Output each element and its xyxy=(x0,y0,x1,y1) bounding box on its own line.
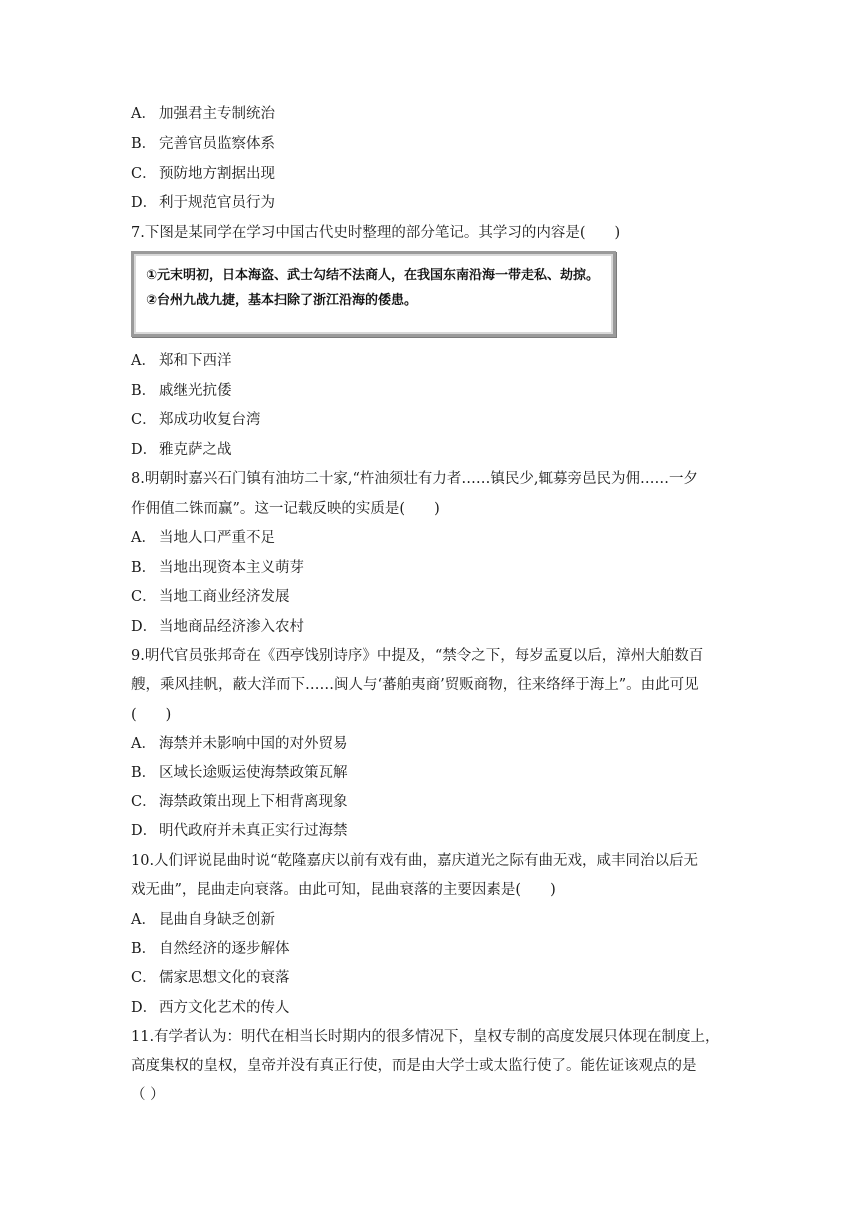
q7-option-b: B． 戚继光抗倭 xyxy=(131,383,232,399)
q7-stem: 7.下图是某同学在学习中国古代史时整理的部分笔记。其学习的内容是( ) xyxy=(131,225,621,241)
q10-option-d: D． 西方文化艺术的传人 xyxy=(131,1000,290,1016)
q8-stem-line-2: 作佣值二铢而赢”。这一记载反映的实质是( ) xyxy=(131,501,440,517)
q9-option-b: B． 区域长途贩运使海禁政策瓦解 xyxy=(131,765,348,781)
q11-stem-line-3: （ ） xyxy=(131,1087,165,1103)
q10-option-a: A． 昆曲自身缺乏创新 xyxy=(131,912,275,928)
q7-note-text: ①元末明初，日本海盗、武士勾结不法商人，在我国东南沿海一带走私、劫掠。②台州九战九捷，基本扫除了浙江沿海的倭患。 xyxy=(146,268,600,308)
q11-stem-line-2: 高度集权的皇权，皇帝并没有真正行使，而是由大学士或太监行使了。能佐证该观点的是 xyxy=(131,1058,697,1074)
q8-option-b: B． 当地出现资本主义萌芽 xyxy=(131,560,304,576)
q6-option-a: A． 加强君主专制统治 xyxy=(131,106,275,122)
q8-stem-line-1: 8.明朝时嘉兴石门镇有油坊二十家,“杵油须壮有力者……镇民少,辄募旁邑民为佣……一夕 xyxy=(131,471,698,487)
q10-stem-line-2: 戏无曲”，昆曲走向衰落。由此可知，昆曲衰落的主要因素是( ) xyxy=(131,882,556,898)
q7-note-image xyxy=(131,251,616,337)
q8-option-a: A． 当地人口严重不足 xyxy=(131,530,275,546)
q9-stem-line-2: 艘，乘风挂帆，蔽大洋而下……闽人与‘蕃舶夷商’贸贩商物，往来络绎于海上”。由此可见 xyxy=(131,677,699,693)
q10-option-c: C． 儒家思想文化的衰落 xyxy=(131,970,290,986)
q9-stem-line-1: 9.明代官员张邦奇在《西亭饯别诗序》中提及，“禁令之下，每岁孟夏以后，漳州大舶数百 xyxy=(131,648,704,664)
q9-stem-line-3: ( ) xyxy=(131,707,172,723)
q11-stem-line-1: 11.有学者认为：明代在相当长时期内的很多情况下，皇权专制的高度发展只体现在制度上， xyxy=(131,1029,720,1045)
q9-option-a: A． 海禁并未影响中国的对外贸易 xyxy=(131,736,348,752)
q6-option-d: D． 利于规范官员行为 xyxy=(131,195,275,211)
q7-option-a: A． 郑和下西洋 xyxy=(131,353,232,369)
q7-option-d: D． 雅克萨之战 xyxy=(131,442,232,458)
q6-option-c: C． 预防地方割据出现 xyxy=(131,166,275,182)
q7-option-c: C． 郑成功收复台湾 xyxy=(131,412,261,428)
q9-option-d: D． 明代政府并未真正实行过海禁 xyxy=(131,823,348,839)
q10-option-b: B． 自然经济的逐步解体 xyxy=(131,941,290,957)
q6-option-b: B． 完善官员监察体系 xyxy=(131,136,275,152)
q9-option-c: C． 海禁政策出现上下相背离现象 xyxy=(131,794,348,810)
q8-option-d: D． 当地商品经济渗入农村 xyxy=(131,619,304,635)
q10-stem-line-1: 10.人们评说昆曲时说“乾隆嘉庆以前有戏有曲，嘉庆道光之际有曲无戏，咸丰同治以后无 xyxy=(131,853,698,869)
q8-option-c: C． 当地工商业经济发展 xyxy=(131,589,290,605)
